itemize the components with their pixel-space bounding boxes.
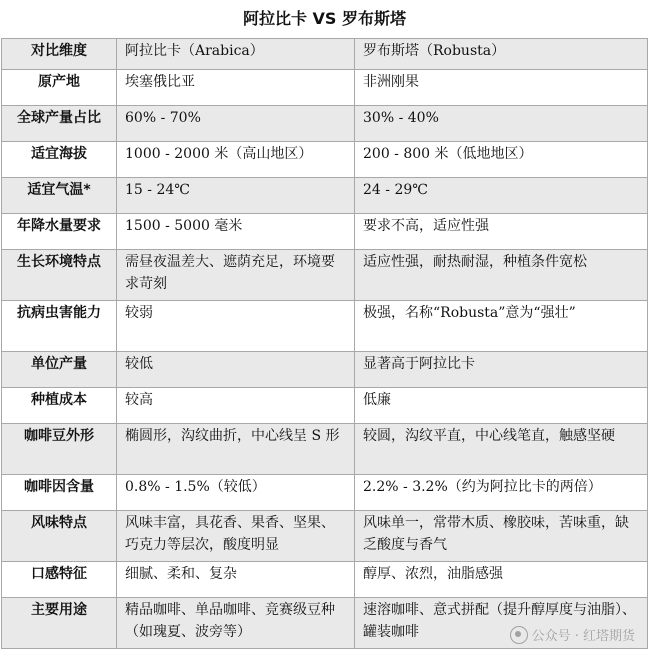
arabica-cell: 细腻、柔和、复杂 bbox=[117, 562, 355, 598]
arabica-cell: 埃塞俄比亚 bbox=[117, 70, 355, 106]
arabica-cell: 风味丰富，具花香、果香、坚果、巧克力等层次，酸度明显 bbox=[117, 511, 355, 562]
table-header-row bbox=[2, 39, 648, 70]
table-row bbox=[2, 352, 648, 388]
wechat-icon bbox=[510, 626, 528, 644]
row-dimension: 口感特征 bbox=[2, 562, 117, 598]
row-dimension: 主要用途 bbox=[2, 598, 117, 649]
arabica-cell: 需昼夜温差大、遮荫充足，环境要求苛刻 bbox=[117, 250, 355, 301]
arabica-cell: 15 - 24℃ bbox=[117, 178, 355, 214]
arabica-cell: 较弱 bbox=[117, 301, 355, 352]
watermark-text: 公众号 · 红塔期货 bbox=[531, 629, 635, 644]
robusta-cell: 非洲刚果 bbox=[355, 70, 648, 106]
arabica-cell: 较低 bbox=[117, 352, 355, 388]
row-dimension: 年降水量要求 bbox=[2, 214, 117, 250]
row-dimension: 生长环境特点 bbox=[2, 250, 117, 301]
row-dimension: 抗病虫害能力 bbox=[2, 301, 117, 352]
robusta-cell: 醇厚、浓烈，油脂感强 bbox=[355, 562, 648, 598]
table-row bbox=[2, 562, 648, 598]
robusta-cell: 较圆，沟纹平直，中心线笔直，触感坚硬 bbox=[355, 424, 648, 475]
header-robusta: 罗布斯塔（Robusta） bbox=[355, 39, 648, 70]
arabica-cell: 椭圆形，沟纹曲折，中心线呈 S 形 bbox=[117, 424, 355, 475]
robusta-cell: 24 - 29℃ bbox=[355, 178, 648, 214]
table-row bbox=[2, 106, 648, 142]
robusta-cell: 2.2% - 3.2%（约为阿拉比卡的两倍） bbox=[355, 475, 648, 511]
robusta-cell: 低廉 bbox=[355, 388, 648, 424]
table-row bbox=[2, 178, 648, 214]
page-title: 阿拉比卡 VS 罗布斯塔 bbox=[242, 9, 407, 28]
robusta-cell: 适应性强，耐热耐湿，种植条件宽松 bbox=[355, 250, 648, 301]
arabica-cell: 60% - 70% bbox=[117, 106, 355, 142]
row-dimension: 咖啡豆外形 bbox=[2, 424, 117, 475]
table-row bbox=[2, 214, 648, 250]
robusta-cell: 要求不高，适应性强 bbox=[355, 214, 648, 250]
watermark bbox=[510, 625, 635, 644]
comparison-table bbox=[1, 38, 648, 649]
arabica-cell: 1000 - 2000 米（高山地区） bbox=[117, 142, 355, 178]
table-row bbox=[2, 424, 648, 475]
robusta-cell: 风味单一，常带木质、橡胶味，苦味重，缺乏酸度与香气 bbox=[355, 511, 648, 562]
row-dimension: 适宜海拔 bbox=[2, 142, 117, 178]
row-dimension: 风味特点 bbox=[2, 511, 117, 562]
arabica-cell: 1500 - 5000 毫米 bbox=[117, 214, 355, 250]
robusta-cell: 200 - 800 米（低地地区） bbox=[355, 142, 648, 178]
row-dimension: 单位产量 bbox=[2, 352, 117, 388]
table-row bbox=[2, 388, 648, 424]
robusta-cell: 速溶咖啡、意式拼配（提升醇厚度与油脂）、罐装咖啡 bbox=[355, 598, 648, 649]
row-dimension: 咖啡因含量 bbox=[2, 475, 117, 511]
robusta-cell: 极强，名称“Robusta”意为“强壮” bbox=[355, 301, 648, 352]
arabica-cell: 0.8% - 1.5%（较低） bbox=[117, 475, 355, 511]
arabica-cell: 精品咖啡、单品咖啡、竞赛级豆种（如瑰夏、波旁等） bbox=[117, 598, 355, 649]
table-row bbox=[2, 301, 648, 352]
row-dimension: 种植成本 bbox=[2, 388, 117, 424]
table-row bbox=[2, 511, 648, 562]
row-dimension: 适宜气温* bbox=[2, 178, 117, 214]
row-dimension: 原产地 bbox=[2, 70, 117, 106]
table-row bbox=[2, 142, 648, 178]
table-row bbox=[2, 70, 648, 106]
row-dimension: 全球产量占比 bbox=[2, 106, 117, 142]
header-dimension: 对比维度 bbox=[2, 39, 117, 70]
header-arabica: 阿拉比卡（Arabica） bbox=[117, 39, 355, 70]
table-row bbox=[2, 475, 648, 511]
table-row bbox=[2, 250, 648, 301]
robusta-cell: 显著高于阿拉比卡 bbox=[355, 352, 648, 388]
robusta-cell: 30% - 40% bbox=[355, 106, 648, 142]
arabica-cell: 较高 bbox=[117, 388, 355, 424]
